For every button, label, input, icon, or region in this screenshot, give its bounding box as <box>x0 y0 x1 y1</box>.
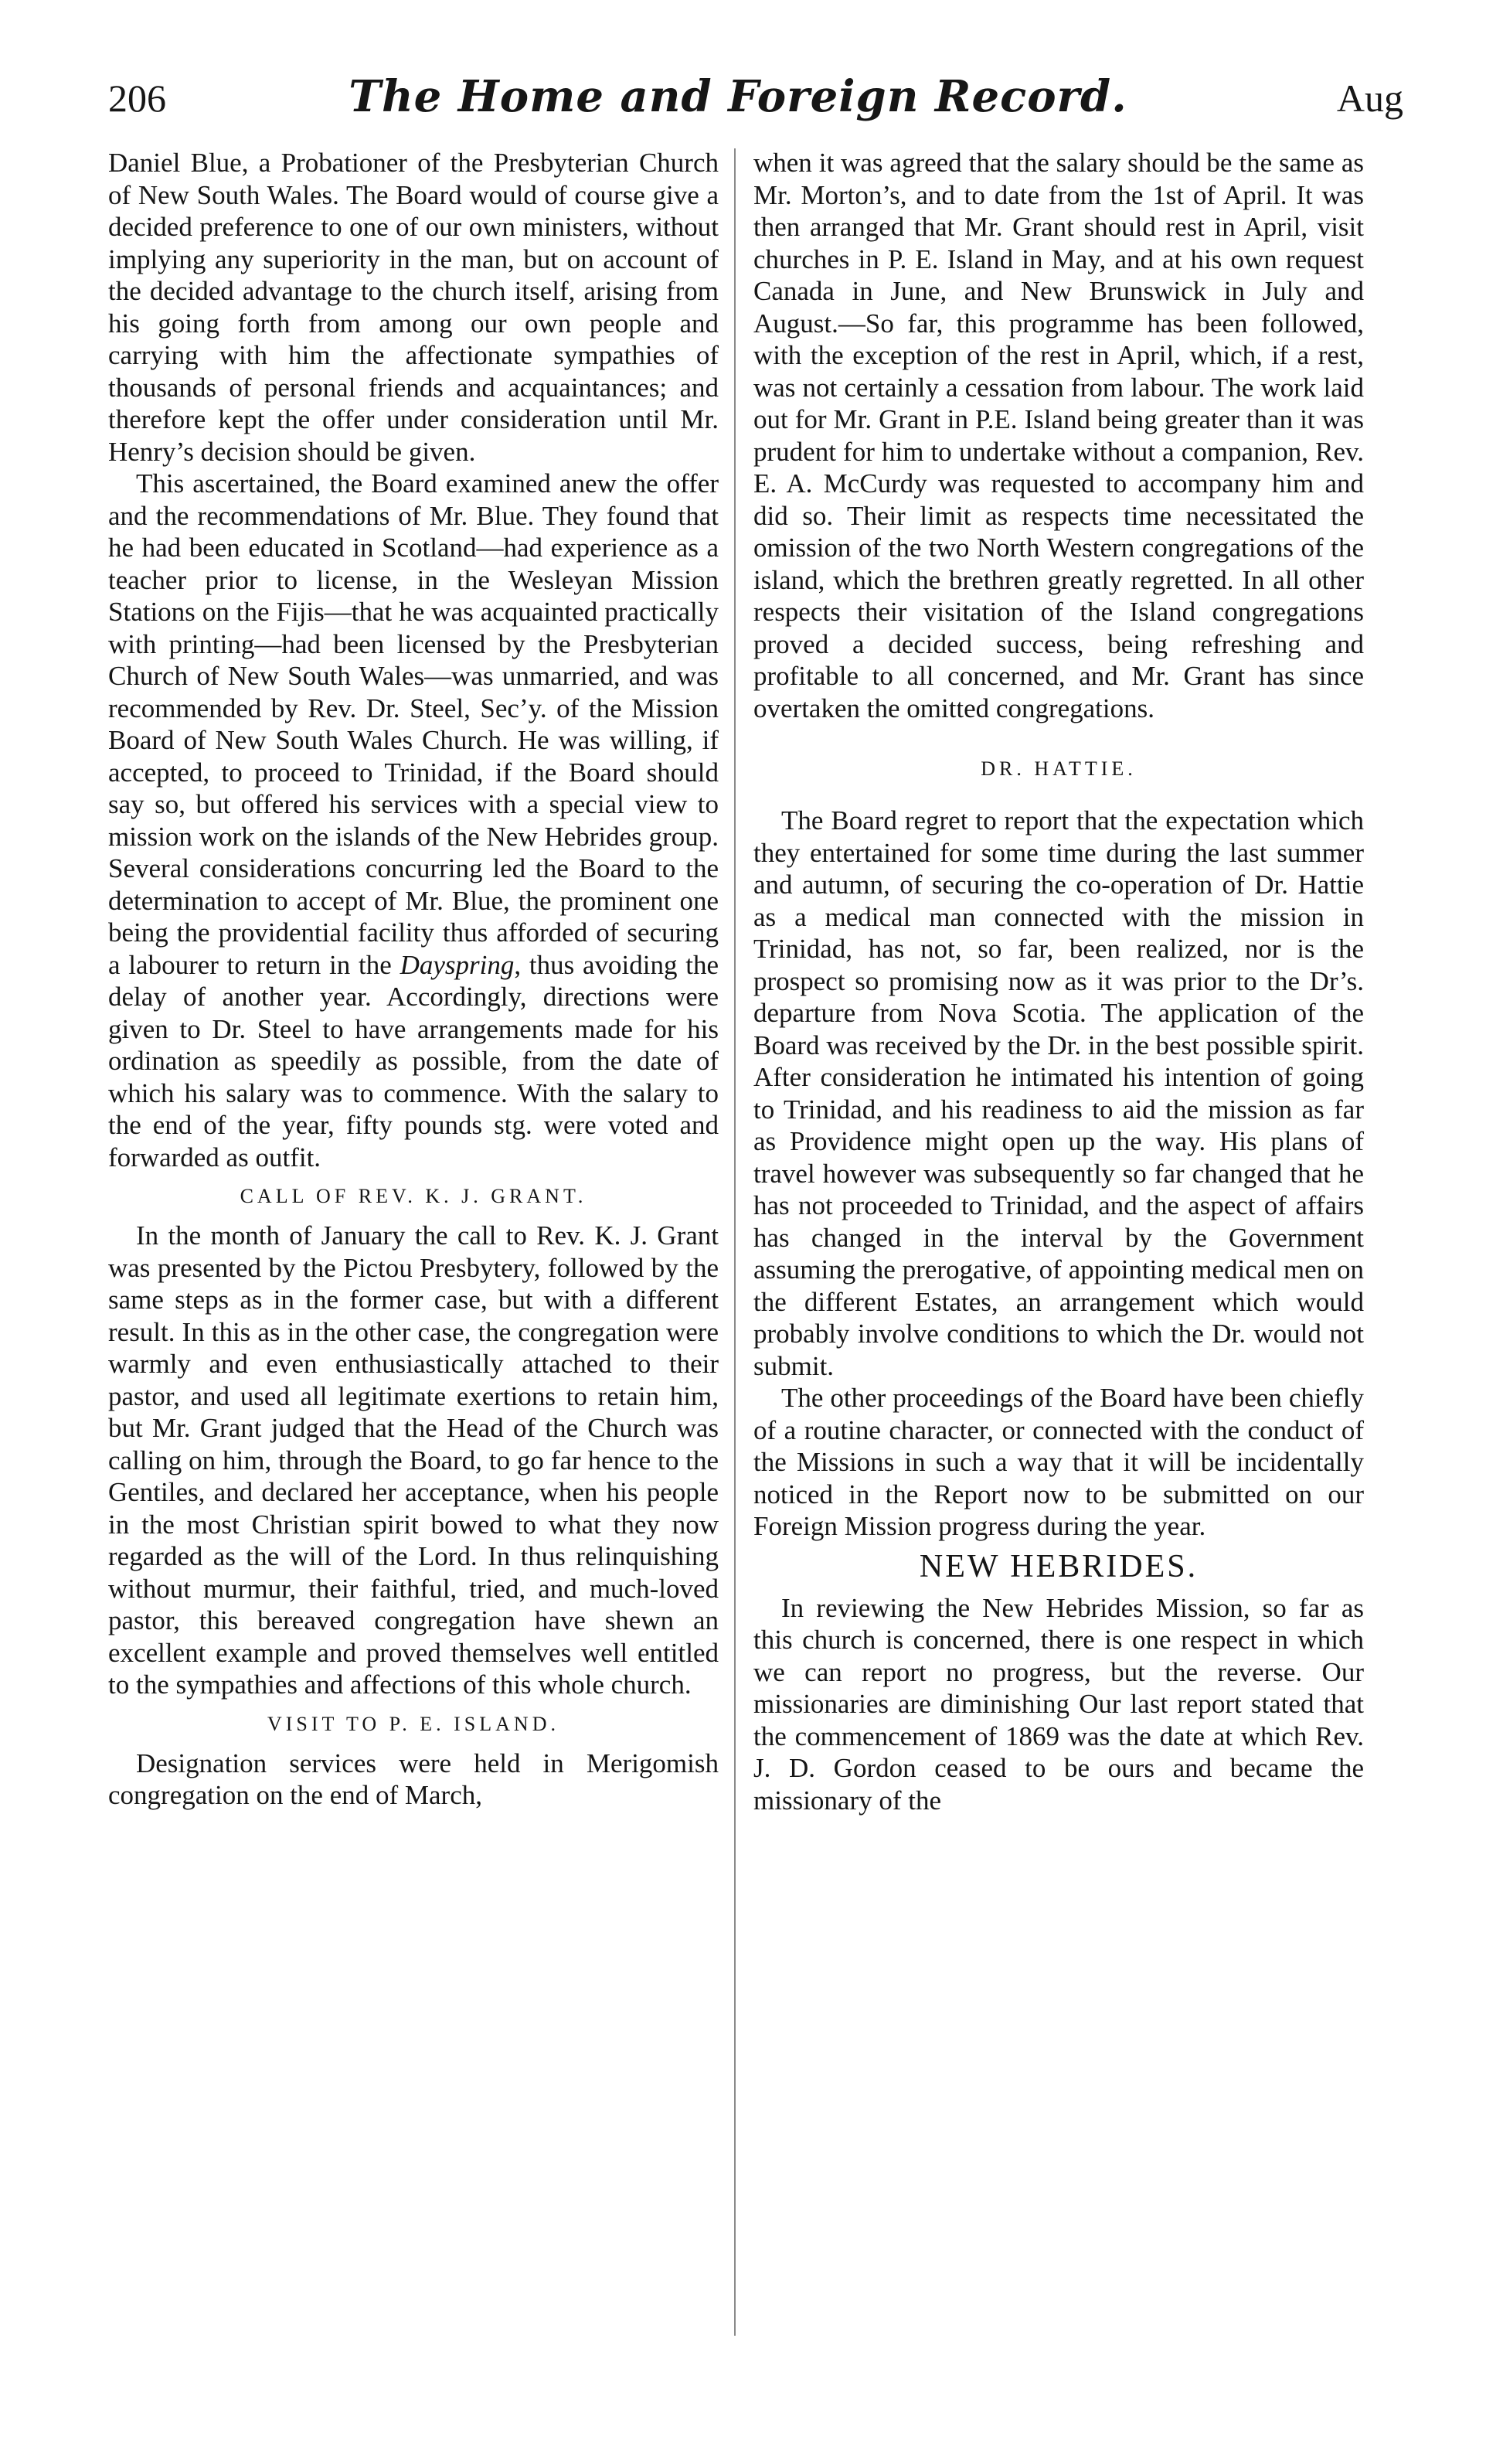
heading-dr-hattie: DR. HATTIE. <box>981 757 1137 780</box>
heading-visit-pe-island: VISIT TO P. E. ISLAND. <box>267 1712 559 1735</box>
paragraph-other-proceedings: The other proceedings of the Board have been chiefly of a routine character, or connected with the conduct of the Missions in such a way that it will be incidentally noticed in the Report now to be submitted on our Foreign Mission progress during the year. <box>753 1383 1364 1541</box>
paragraph-blue-offer: Daniel Blue, a Probationer of the Presbyterian Church of New South Wales. The Board would of course give a decided preference to one of our own ministers, without implying any superiority in the man, but on account of the decided advantage to the church itself, arising from his going forth from among our own people and carrying with him the affectionate sympathies of thousands of personal friends and acquaintances; and therefore kept the offer under consideration until Mr. Henry’s decision should be given. <box>108 148 719 467</box>
paragraph-new-hebrides: In reviewing the New Hebrides Mission, so far as this church is concerned, there is one respect in which we can report no progress, but the reverse. Our missionaries are diminishing Our last report stated that the commencement of 1869 was the date at which Rev. J. D. Gordon ceased to be ours and became the missionary of the <box>753 1592 1364 1816</box>
paragraph-hattie: The Board regret to report that the expectation which they entertained for some time during the last summer and autumn, of securing the co-operation of Dr. Hattie as a medical man connected with the mission in Trinidad, has not, so far, been realized, nor is the prospect so promising now as it was prior to the Dr’s. departure from Nova Scotia. The application of the Board was received by the Dr. in the best possible spirit. After consideration he intimated his intention of going to Trinidad, and his readiness to aid the mission as far as Providence might open up the way. His plans of travel however was subsequently so far changed that he has not proceeded to Trinidad, and the aspect of affairs has changed in the interval by the Government assuming the prerogative, of appointing medical men on the different Estates, an arrangement which would probably involve conditions to which the Dr. would not submit. <box>753 805 1364 1381</box>
column-divider <box>734 148 736 2336</box>
text-segment: , thus avoiding the delay of another year. Accordingly, directions were given to Dr. Steel to have arrangements made for his ordination as speedily as possible, from the date of which his salary was to commence. With the salary to the end of the year, fifty pounds stg. were voted and forwarded as outfit. <box>108 949 719 1172</box>
paragraph-blue-acceptance <box>108 468 719 1173</box>
paragraph-designation: Designation services were held in Merigomish congregation on the end of March, <box>108 1748 719 1810</box>
page-number: 206 <box>108 77 166 120</box>
heading-new-hebrides: NEW HEBRIDES. <box>919 1548 1199 1584</box>
right-column <box>753 147 1364 1816</box>
running-title: The Home and Foreign Record. <box>349 71 1127 122</box>
text-segment: This ascertained, the Board examined anew the offer and the recommendations of Mr. Blue. They found that he had been educated in Scotland—had experience as a teacher prior to license, in the Wesleyan Mission Stations on the Fijis—that he was acquainted practically with printing—had been licensed by the Presbyterian Church of New South Wales—was unmarried, and was recommended by Rev. Dr. Steel, Sec’y. of the Mission Board of New South Wales Church. He was willing, if accepted, to proceed to Trinidad, if the Board should say so, but offered his services with a special view to mission work on the islands of the New Hebrides group. Several considerations concurring led the Board to the determination to accept of Mr. Blue, the prominent one being the providential facility thus afforded of securing a labourer to return in the <box>108 468 719 980</box>
left-column <box>108 147 719 1812</box>
page-header <box>100 71 1403 133</box>
header-month: Aug <box>1336 77 1403 120</box>
paragraph-grant-call: In the month of January the call to Rev. K. J. Grant was presented by the Pictou Presbytery, followed by the same steps as in the former case, but with a different result. In this as in the other case, the congregation were warmly and even enthusiastically attached to their pastor, and used all legitimate exertions to retain him, but Mr. Grant judged that the Head of the Church was calling on him, through the Board, to go far hence to the Gentiles, and declared her acceptance, when his people in the most Christian spirit bowed to what they now regarded as the will of the Lord. In thus relinquishing without murmur, their faithful, tried, and much-loved pastor, this bereaved congregation have shewn an excellent example and proved themselves well entitled to the sympathies and affections of this whole church. <box>108 1220 719 1700</box>
ship-name-dayspring: Dayspring <box>400 949 515 980</box>
paragraph-grant-programme: when it was agreed that the salary should be the same as Mr. Morton’s, and to date from the 1st of April. It was then arranged that Mr. Grant should rest in April, visit churches in P. E. Island in May, and at his own request Canada in June, and New Brunswick in July and August.—So far, this programme has been followed, with the exception of the rest in April, which, if a rest, was not certainly a cessation from labour. The work laid out for Mr. Grant in P.E. Island being greater than it was prudent for him to undertake without a companion, Rev. E. A. McCurdy was requested to accompany him and did so. Their limit as respects time necessitated the omission of the two North Western congregations of the island, which the brethren greatly regretted. In all other respects their visitation of the Island congregations proved a decided success, being refreshing and profitable to all concerned, and Mr. Grant has since overtaken the omitted congregations. <box>753 148 1364 723</box>
heading-call-of-rev-grant: CALL OF REV. K. J. GRANT. <box>240 1185 587 1207</box>
